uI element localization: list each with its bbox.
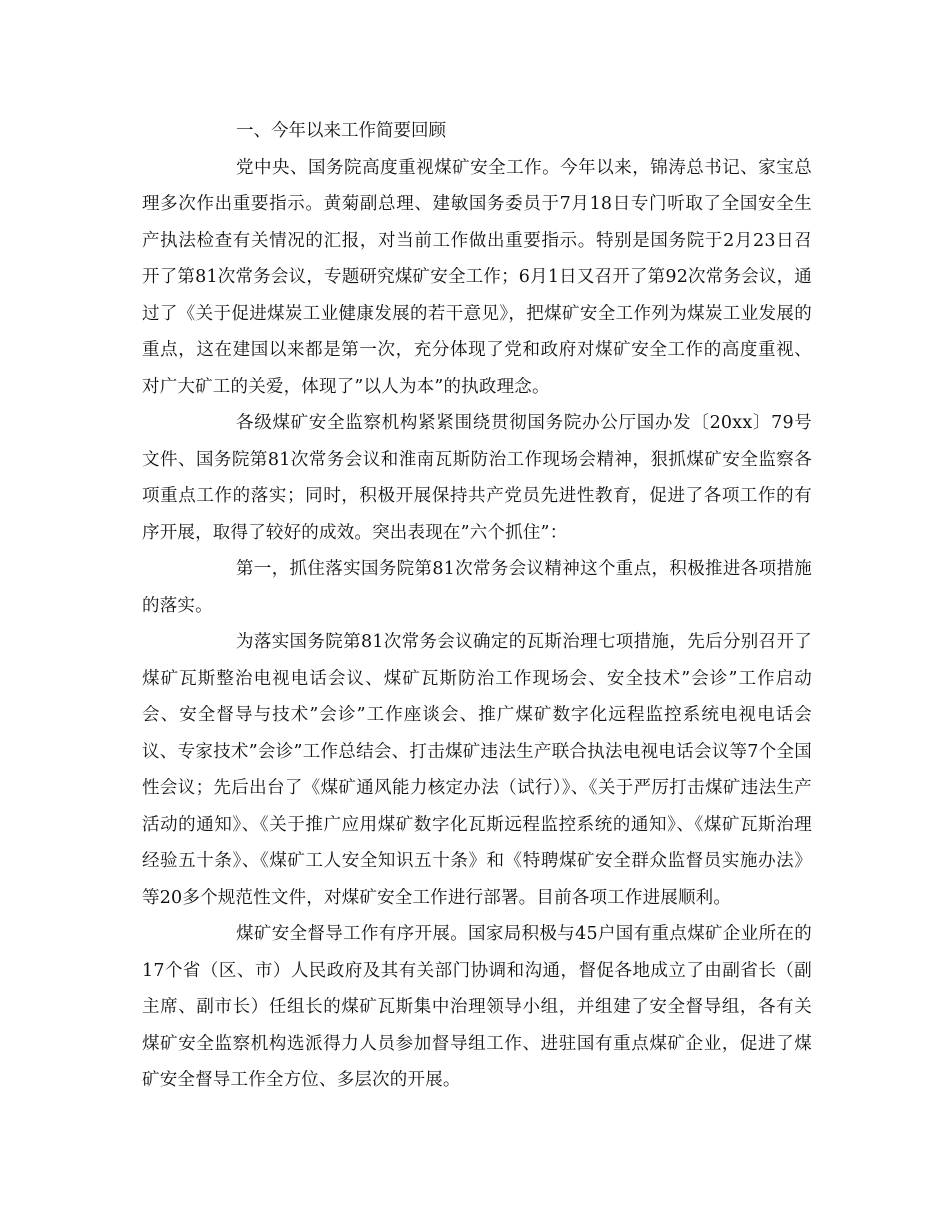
paragraph-first-point: 第一，抓住落实国务院第81次常务会议精神这个重点，积极推进各项措施的落实。 bbox=[142, 559, 812, 616]
paragraph-inspection: 煤矿安全督导工作有序开展。国家局积极与45户国有重点煤矿企业所在的17个省（区、市）人民政府及其有关部门协调和沟通，督促各地成立了由副省长（副主席、副市长）任组长的煤矿瓦斯集中治理领导小组，并组建了安全督导组，各有关煤矿安全监察机构选派得力人员参加督导组工作、进驻国有重点煤矿企业，促进了煤矿安全督导工作全方位、多层次的开展。 bbox=[142, 924, 812, 1090]
paragraph-supervision: 各级煤矿安全监察机构紧紧围绕贯彻国务院办公厅国办发〔20xx〕79号文件、国务院第81次常务会议和淮南瓦斯防治工作现场会精神，狠抓煤矿安全监察各项重点工作的落实；同时，积极开展保持共产党员先进性教育，促进了各项工作的有序开展，取得了较好的成效。突出表现在”六个抓住”： bbox=[142, 413, 812, 543]
section-heading: 一、今年以来工作简要回顾 bbox=[236, 121, 446, 141]
document-page bbox=[142, 113, 812, 1099]
paragraph-overview: 党中央、国务院高度重视煤矿安全工作。今年以来，锦涛总书记、家宝总理多次作出重要指示。黄菊副总理、建敏国务委员于7月18日专门听取了全国安全生产执法检查有关情况的汇报，对当前工作做出重要指示。特别是国务院于2月23日召开了第81次常务会议，专题研究煤矿安全工作；6月1日又召开了第92次常务会议，通过了《关于促进煤炭工业健康发展的若干意见》，把煤矿安全工作列为煤炭工业发展的重点，这在建国以来都是第一次，充分体现了党和政府对煤矿安全工作的高度重视、对广大矿工的关爱，体现了”以人为本”的执政理念。 bbox=[142, 157, 812, 397]
paragraph-measures: 为落实国务院第81次常务会议确定的瓦斯治理七项措施，先后分别召开了煤矿瓦斯整治电视电话会议、煤矿瓦斯防治工作现场会、安全技术”会诊”工作启动会、安全督导与技术”会诊”工作座谈会、推广煤矿数字化远程监控系统电视电话会议、专家技术”会诊”工作总结会、打击煤矿违法生产联合执法电视电话会议等7个全国性会议；先后出台了《煤矿通风能力核定办法（试行）》、《关于严厉打击煤矿违法生产活动的通知》、《关于推广应用煤矿数字化瓦斯远程监控系统的通知》、《煤矿瓦斯治理经验五十条》、《煤矿工人安全知识五十条》和《特聘煤矿安全群众监督员实施办法》等20多个规范性文件，对煤矿安全工作进行部署。目前各项工作进展顺利。 bbox=[142, 632, 812, 908]
